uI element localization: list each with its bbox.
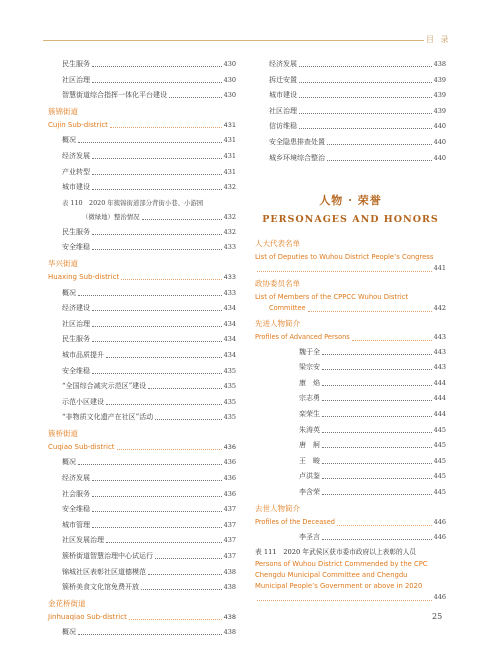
entry-title: 簇桥美食文化馆免费开放 — [62, 583, 139, 592]
table-caption[interactable]: 表 110 2020 年簇锦街道部分背街小巷、小游园 — [62, 198, 204, 207]
dot-leader — [327, 160, 432, 161]
entry-title: Jinhuaqiao Sub-district — [48, 612, 127, 621]
entry-title: 示范小区建设 — [62, 397, 104, 406]
page-number: 439 — [433, 106, 446, 115]
page-number: 438 — [223, 612, 236, 621]
page-number: 437 — [223, 520, 236, 529]
dot-leader — [92, 234, 222, 235]
section-title-cn: 人物 · 荣誉 — [319, 193, 382, 207]
person-entry[interactable] — [255, 379, 446, 387]
entry-title: 安全维稳 — [62, 505, 90, 514]
deputies-page-line — [255, 264, 446, 273]
page-number: 445 — [433, 487, 446, 496]
toc-left-column — [48, 60, 236, 644]
entry-title: 经济发展 — [62, 151, 90, 160]
dot-leader — [337, 525, 432, 526]
page-number: 431 — [223, 136, 236, 145]
toc-entry[interactable] — [48, 474, 236, 482]
page-number: 445 — [433, 441, 446, 450]
dot-leader — [142, 219, 222, 220]
section-heading-en[interactable] — [48, 613, 236, 621]
dot-leader — [308, 311, 432, 312]
page-number: 437 — [223, 536, 236, 545]
entry-title: Huaxing Sub-district — [48, 272, 120, 281]
entry-title: Cuqiao Sub-district — [48, 442, 115, 451]
person-entry[interactable] — [255, 426, 446, 434]
cppcc-heading-cn: 政协委员名单 — [255, 278, 300, 288]
dot-leader — [92, 496, 222, 497]
dot-leader — [92, 326, 222, 327]
page-number: 430 — [223, 75, 236, 84]
page-number: 436 — [223, 458, 236, 467]
page-number: 439 — [433, 75, 446, 84]
dot-leader — [322, 432, 432, 433]
entry-title: 城市品质提升 — [62, 350, 104, 359]
dot-leader — [92, 480, 222, 481]
page-number: 443 — [433, 363, 446, 372]
page-number: 441 — [433, 263, 446, 272]
entry-title: 经济发展 — [269, 60, 297, 68]
dot-leader — [92, 310, 222, 311]
dot-leader — [92, 158, 222, 159]
toc-right-column — [255, 60, 446, 608]
dot-leader — [110, 127, 222, 128]
person-name: 唐 舸 — [299, 441, 320, 450]
toc-entry[interactable] — [48, 304, 236, 312]
entry-title: 安全维稳 — [62, 243, 90, 252]
entry-title: 民生服务 — [62, 60, 90, 68]
dot-leader — [299, 82, 432, 83]
page-number: 446 — [433, 593, 446, 602]
dot-leader — [148, 574, 222, 575]
entry-title: 经济建设 — [62, 304, 90, 313]
toc-entry[interactable] — [48, 183, 236, 191]
toc-entry[interactable] — [48, 91, 236, 99]
page-number: 438 — [223, 583, 236, 592]
toc-entry[interactable] — [48, 458, 236, 466]
dot-leader — [322, 385, 432, 386]
advanced-people-list — [255, 348, 446, 496]
section-heading-en[interactable] — [48, 443, 236, 451]
page-number: 444 — [433, 394, 446, 403]
dot-leader — [327, 144, 432, 145]
page-number: 445 — [433, 425, 446, 434]
person-name: 朱涛英 — [299, 425, 320, 434]
section-heading-en[interactable] — [48, 121, 236, 129]
dot-leader — [92, 189, 222, 190]
person-name: 宗志勇 — [299, 394, 320, 403]
dot-leader — [78, 142, 222, 143]
page-number: 443 — [433, 332, 446, 341]
entry-title: 锦城社区表彰社区道德模范 — [62, 567, 146, 576]
page-number: 436 — [223, 489, 236, 498]
entry-title: 概况 — [62, 628, 76, 637]
page-number-footer: 25 — [432, 612, 443, 621]
entry-title: 概况 — [62, 288, 76, 297]
entry-title: Committee — [269, 303, 306, 312]
person-name: 栾荣生 — [299, 409, 320, 418]
entry-title: 安全维稳 — [62, 366, 90, 375]
entry-title: 民生服务 — [62, 335, 90, 344]
toc-entry[interactable] — [255, 76, 446, 84]
dot-leader — [352, 340, 432, 341]
dot-leader — [299, 113, 432, 114]
person-entry[interactable] — [255, 533, 446, 541]
person-entry[interactable] — [255, 472, 446, 480]
toc-entry[interactable] — [255, 138, 446, 146]
page-number: 432 — [223, 227, 236, 236]
page-number: 436 — [223, 474, 236, 483]
entry-title: 概况 — [62, 458, 76, 467]
toc-entry[interactable] — [255, 91, 446, 99]
table-111-title[interactable]: 表 111 2020 年武侯区获市委市政府以上表彰的人员 — [255, 548, 417, 557]
page-number: 435 — [223, 397, 236, 406]
header-rule — [43, 40, 424, 41]
entry-title: 经济发展 — [62, 474, 90, 483]
dot-leader — [155, 558, 222, 559]
person-name: 王 畯 — [299, 456, 320, 465]
dot-leader — [155, 419, 221, 420]
entry-title: 信访维稳 — [269, 122, 297, 131]
dot-leader — [92, 82, 222, 83]
toc-entry[interactable] — [48, 320, 236, 328]
entry-title: 社会服务 — [62, 489, 90, 498]
entry-title: 城市管理 — [62, 520, 90, 529]
dot-leader — [299, 97, 432, 98]
toc-entry[interactable] — [48, 335, 236, 343]
table-111-en-line2: Chengdu Municipal Committee and Chengdu — [255, 571, 408, 580]
section-heading-cn: 簇锦街道 — [48, 106, 78, 116]
toc-entry[interactable] — [48, 152, 236, 160]
entry-title: 民生服务 — [62, 227, 90, 236]
person-name: 卢洪鉴 — [299, 472, 320, 481]
dot-leader — [106, 404, 222, 405]
entry-title: 城乡环境综合整治 — [269, 153, 325, 162]
deceased-heading-cn: 去世人物简介 — [255, 503, 300, 513]
page-number: 433 — [223, 272, 236, 281]
table-111-en-line3: Municipal People’s Government or above in 2020 — [255, 582, 423, 591]
person-name: 梁宗安 — [299, 363, 320, 372]
person-entry[interactable] — [255, 457, 446, 465]
entry-title: “非物质文化遗产在社区”活动 — [62, 413, 154, 422]
toc-entry[interactable] — [48, 398, 236, 406]
entry-title: 社区治理 — [62, 319, 90, 328]
toc-entry[interactable] — [48, 552, 236, 560]
entry-title: 社区治理 — [269, 106, 297, 115]
page-number: 440 — [433, 137, 446, 146]
dot-leader — [322, 463, 432, 464]
toc-entry[interactable] — [48, 228, 236, 236]
dot-leader — [92, 66, 222, 67]
section-title-en: PERSONAGES AND HONORS — [262, 213, 439, 225]
page-number: 434 — [223, 304, 236, 313]
toc-entry[interactable] — [48, 136, 236, 144]
dot-leader — [322, 400, 432, 401]
page-number: 434 — [223, 319, 236, 328]
dot-leader — [299, 66, 432, 67]
section-heading-en[interactable] — [48, 273, 236, 281]
table-caption-end[interactable] — [48, 213, 236, 221]
dot-leader — [322, 369, 432, 370]
page-number: 446 — [433, 532, 446, 541]
page-number: 431 — [223, 167, 236, 176]
page-number: 438 — [223, 567, 236, 576]
dot-leader — [92, 373, 222, 374]
page-number: 438 — [223, 628, 236, 637]
toc-entry[interactable] — [48, 76, 236, 84]
section-heading-cn: 簇桥街道 — [48, 428, 78, 438]
deputies-heading-en[interactable]: List of Deputies to Wuhou District People’s Congress — [255, 252, 434, 261]
page-number: 440 — [433, 153, 446, 162]
dot-leader — [92, 174, 222, 175]
page-number: 437 — [223, 505, 236, 514]
advanced-heading-cn: 先进人物简介 — [255, 318, 300, 328]
toc-entry[interactable] — [48, 521, 236, 529]
page-number: 436 — [223, 442, 236, 451]
toc-entry[interactable] — [48, 382, 236, 390]
section-heading-cn: 金花桥街道 — [48, 598, 86, 608]
dot-leader — [129, 619, 222, 620]
page-number: 445 — [433, 456, 446, 465]
page-number: 435 — [223, 413, 236, 422]
entry-title: Profiles of the Deceased — [255, 517, 335, 526]
page-number: 432 — [223, 183, 236, 192]
toc-entry[interactable] — [48, 536, 236, 544]
right-top-entries — [255, 60, 446, 162]
page-number: 434 — [223, 350, 236, 359]
entry-title: 社区治理 — [62, 75, 90, 84]
person-entry[interactable] — [255, 348, 446, 356]
toc-entry[interactable] — [48, 351, 236, 359]
page-number: 437 — [223, 552, 236, 561]
toc-entry[interactable] — [48, 60, 236, 68]
dot-leader — [148, 388, 221, 389]
page-number: 431 — [223, 151, 236, 160]
toc-entry[interactable] — [255, 60, 446, 68]
page-number: 431 — [223, 120, 236, 129]
toc-entry[interactable] — [48, 289, 236, 297]
page-number: 430 — [223, 91, 236, 100]
table-111-page-line — [255, 593, 446, 602]
toc-entry[interactable] — [48, 168, 236, 176]
dot-leader — [141, 589, 222, 590]
entry-title: 城市建设 — [269, 91, 297, 100]
toc-entry[interactable] — [48, 568, 236, 576]
deceased-people-list — [255, 533, 446, 541]
toc-entry[interactable] — [255, 154, 446, 162]
page-number: 445 — [433, 472, 446, 481]
dot-leader — [78, 634, 222, 635]
dot-leader — [299, 128, 432, 129]
dot-leader — [92, 341, 222, 342]
dot-leader — [322, 354, 432, 355]
person-name: 李含荣 — [299, 487, 320, 496]
dot-leader — [106, 542, 222, 543]
entry-title: “全国综合减灾示范区”建设 — [62, 382, 147, 391]
dot-leader — [117, 449, 222, 450]
cppcc-heading-en-line2[interactable] — [255, 304, 446, 313]
dot-leader — [92, 249, 222, 250]
page-number: 432 — [223, 212, 236, 221]
page-number: 435 — [223, 382, 236, 391]
table-111-en-line1: Persons of Wuhou District Commended by the CPC — [255, 560, 428, 569]
dot-leader — [169, 97, 222, 98]
dot-leader — [322, 494, 432, 495]
toc-entry[interactable] — [255, 107, 446, 115]
person-name: 李圣言 — [299, 532, 320, 541]
page-number: 434 — [223, 335, 236, 344]
page-number: 438 — [433, 60, 446, 68]
page-number: 440 — [433, 122, 446, 131]
toc-entry[interactable] — [48, 367, 236, 375]
toc-entry[interactable] — [48, 413, 236, 421]
page-number: 430 — [223, 60, 236, 68]
toc-entry[interactable] — [255, 122, 446, 130]
dot-leader — [121, 279, 221, 280]
toc-entry[interactable] — [48, 628, 236, 636]
advanced-heading-en[interactable] — [255, 333, 446, 342]
toc-entry[interactable] — [48, 505, 236, 513]
section-heading-cn: 华兴街道 — [48, 258, 78, 268]
dot-leader — [106, 357, 222, 358]
page-number: 433 — [223, 288, 236, 297]
entry-title: 拆迁安置 — [269, 75, 297, 84]
entry-title: 概况 — [62, 136, 76, 145]
entry-title: 安全隐患排查处置 — [269, 137, 325, 146]
dot-leader — [78, 464, 222, 465]
person-name: 魏于全 — [299, 347, 320, 356]
toc-entry[interactable] — [48, 583, 236, 591]
page-number: 442 — [433, 303, 446, 312]
dot-leader — [257, 600, 432, 601]
dot-leader — [78, 295, 222, 296]
dot-leader — [322, 539, 432, 540]
page-number: 444 — [433, 378, 446, 387]
entry-title: 智慧街道综合指挥一体化平台建设 — [62, 91, 167, 100]
entry-title: 产业转型 — [62, 167, 90, 176]
running-header: 目 录 — [426, 35, 451, 44]
entry-title: 社区发展治理 — [62, 536, 104, 545]
dot-leader — [322, 478, 432, 479]
entry-title: Cujin Sub-district — [48, 120, 108, 129]
person-entry[interactable] — [255, 488, 446, 496]
dot-leader — [322, 416, 432, 417]
dot-leader — [322, 447, 432, 448]
page-number: 433 — [223, 243, 236, 252]
entry-title: Profiles of Advanced Persons — [255, 332, 350, 341]
dot-leader — [92, 527, 222, 528]
entry-title: 簇桥街道智慧治理中心试运行 — [62, 552, 153, 561]
dot-leader — [92, 511, 222, 512]
cppcc-heading-en-line1[interactable]: List of Members of the CPPCC Wuhou District — [255, 292, 409, 301]
page-number: 443 — [433, 347, 446, 356]
page-number: 439 — [433, 91, 446, 100]
entry-title: 城市建设 — [62, 183, 90, 192]
person-entry[interactable] — [255, 394, 446, 402]
toc-entry[interactable] — [48, 490, 236, 498]
dot-leader — [257, 271, 432, 272]
person-entry[interactable] — [255, 441, 446, 449]
page-number: 444 — [433, 409, 446, 418]
page-number: 435 — [223, 366, 236, 375]
person-name: 康 焰 — [299, 378, 320, 387]
person-entry[interactable] — [255, 410, 446, 418]
page-number: 446 — [433, 517, 446, 526]
entry-title: （微绿地）整治情况 — [82, 212, 140, 221]
deceased-heading-en[interactable] — [255, 518, 446, 527]
deputies-heading-cn: 人大代表名单 — [255, 238, 300, 248]
person-entry[interactable] — [255, 363, 446, 371]
toc-entry[interactable] — [48, 243, 236, 251]
